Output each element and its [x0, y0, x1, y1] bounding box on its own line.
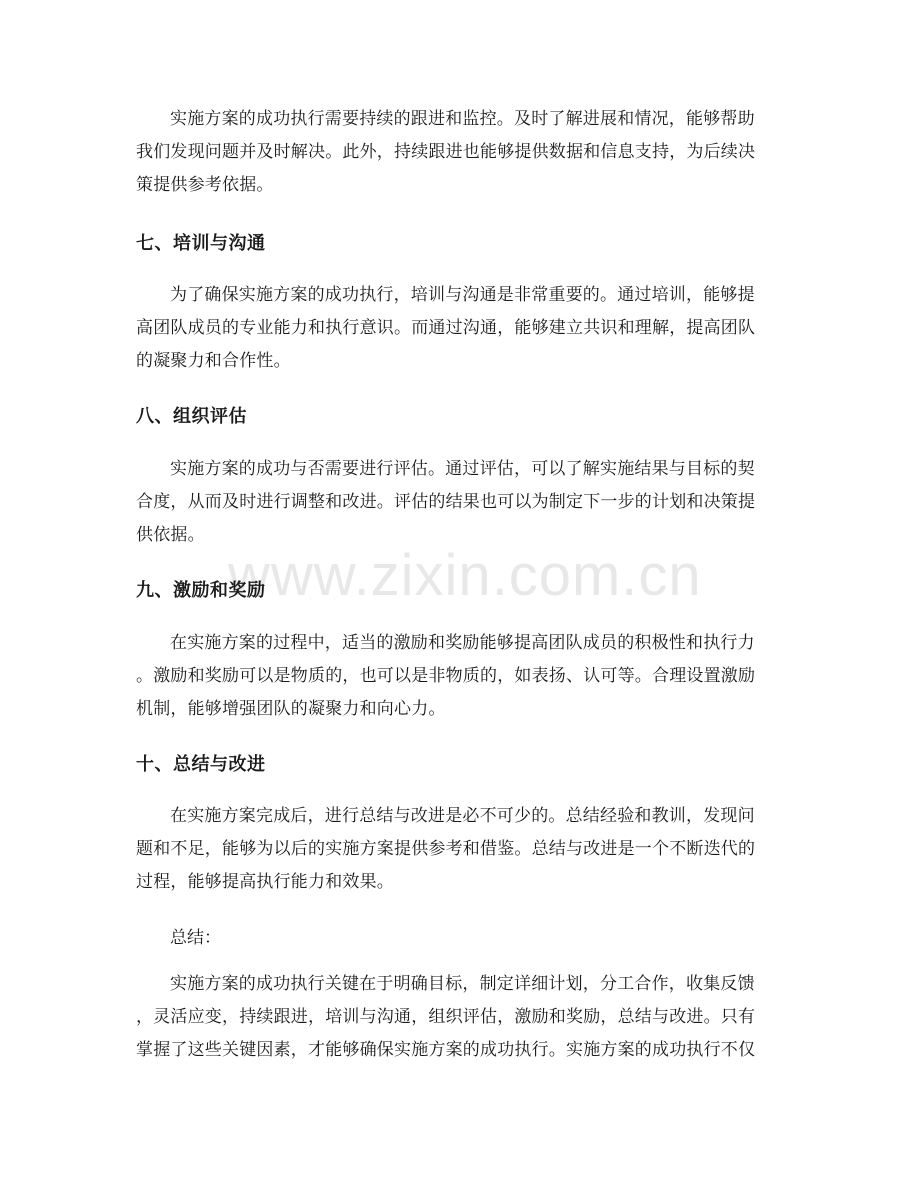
watermark: www.zixin.com.cn	[228, 543, 702, 608]
paragraph-line: 在实施方案的过程中，适当的激励和奖励能够提高团队成员的积极性和执行力	[170, 633, 755, 653]
paragraph-line: 掌握了这些关键因素，才能够确保实施方案的成功执行。实施方案的成功执行不仅	[136, 1040, 756, 1060]
paragraph-line: 实施方案的成功执行关键在于明确目标，制定详细计划，分工合作，收集反馈	[170, 974, 755, 994]
section-heading-evaluation: 八、组织评估	[136, 406, 247, 427]
paragraph-line: 实施方案的成功执行需要持续的跟进和监控。及时了解进展和情况，能够帮助	[170, 109, 755, 129]
evaluation-paragraph	[136, 453, 784, 552]
paragraph-line: 机制，能够增强团队的凝聚力和向心力。	[136, 699, 446, 719]
paragraph-line: 实施方案的成功与否需要进行评估。通过评估，可以了解实施结果与目标的契	[170, 459, 755, 479]
paragraph-line: 为了确保实施方案的成功执行，培训与沟通是非常重要的。通过培训，能够提	[170, 285, 755, 305]
paragraph-line: ，灵活应变，持续跟进，培训与沟通，组织评估，激励和奖励，总结与改进。只有	[136, 1007, 756, 1027]
review-paragraph	[136, 800, 784, 899]
incentive-paragraph	[136, 627, 784, 726]
paragraph-line: 的凝聚力和合作性。	[136, 351, 291, 371]
summary-label: 总结：	[170, 928, 221, 948]
paragraph-line: 高团队成员的专业能力和执行意识。而通过沟通，能够建立共识和理解，提高团队	[136, 318, 756, 338]
section-heading-review: 十、总结与改进	[136, 754, 266, 775]
intro-paragraph	[136, 103, 784, 202]
paragraph-line: 策提供参考依据。	[136, 175, 274, 195]
paragraph-line: 合度，从而及时进行调整和改进。评估的结果也可以为制定下一步的计划和决策提	[136, 492, 756, 512]
paragraph-line: 供依据。	[136, 525, 205, 545]
section-heading-training: 七、培训与沟通	[136, 233, 266, 254]
summary-paragraph	[136, 968, 784, 1067]
paragraph-line: 题和不足，能够为以后的实施方案提供参考和借鉴。总结与改进是一个不断迭代的	[136, 839, 756, 859]
paragraph-line: 。激励和奖励可以是物质的，也可以是非物质的，如表扬、认可等。合理设置激励	[136, 666, 756, 686]
paragraph-line: 我们发现问题并及时解决。此外，持续跟进也能够提供数据和信息支持，为后续决	[136, 142, 756, 162]
section-heading-incentive: 九、激励和奖励	[136, 580, 266, 601]
paragraph-line: 过程，能够提高执行能力和效果。	[136, 872, 394, 892]
training-paragraph	[136, 279, 784, 378]
paragraph-line: 在实施方案完成后，进行总结与改进是必不可少的。总结经验和教训，发现问	[170, 806, 755, 826]
